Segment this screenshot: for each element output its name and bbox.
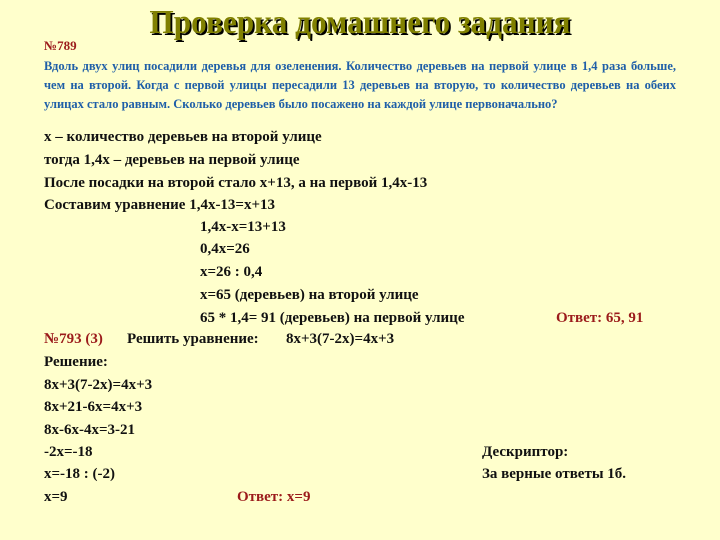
solution-step: 1,4х-х=13+13 <box>200 219 286 235</box>
descriptor-text: За верные ответы 1б. <box>482 466 627 482</box>
task2-instruction: Решить уравнение: <box>127 331 259 347</box>
solution-step: х=26 : 0,4 <box>200 264 263 280</box>
solution-line: тогда 1,4х – деревьев на первой улице <box>44 152 300 168</box>
solution-line: Составим уравнение 1,4х-13=х+13 <box>44 197 276 213</box>
task2-step: х=9 <box>44 489 68 505</box>
solution-line: После посадки на второй стало х+13, а на первой 1,4х-13 <box>44 175 428 191</box>
solution-step: 0,4х=26 <box>200 241 250 257</box>
task2-equation: 8х+3(7-2х)=4х+3 <box>286 331 395 347</box>
task2-step: 8х-6х-4х=3-21 <box>44 422 136 438</box>
task2-step: -2х=-18 <box>44 444 93 460</box>
page-title: Проверка домашнего задания <box>149 4 571 41</box>
solution-line: х – количество деревьев на второй улице <box>44 129 322 145</box>
descriptor-label: Дескриптор: <box>482 444 569 460</box>
task2-answer: Ответ: х=9 <box>237 489 311 505</box>
solution-step: 65 * 1,4= 91 (деревьев) на первой улице <box>200 310 465 326</box>
task2-step: 8х+21-6х=4х+3 <box>44 399 143 415</box>
solution-step: х=65 (деревьев) на второй улице <box>200 287 419 303</box>
task1-number: №789 <box>44 38 77 53</box>
task2-number: №793 (3) <box>44 331 103 347</box>
task2-step: 8х+3(7-2х)=4х+3 <box>44 377 153 393</box>
task1-answer: Ответ: 65, 91 <box>556 310 644 326</box>
task1-statement: Вдоль двух улиц посадили деревья для озеленения. Количество деревьев на первой улице в 1,4 раза больше, чем на второй. Когда с первой улицы пересадили 13 деревьев на вторую, то количество деревьев на обеих улицах стало равным. Сколько деревьев было посажено на каждой улице первоначально? <box>44 59 676 111</box>
task2-step: х=-18 : (-2) <box>44 466 116 482</box>
task2-solution-label: Решение: <box>44 354 108 370</box>
